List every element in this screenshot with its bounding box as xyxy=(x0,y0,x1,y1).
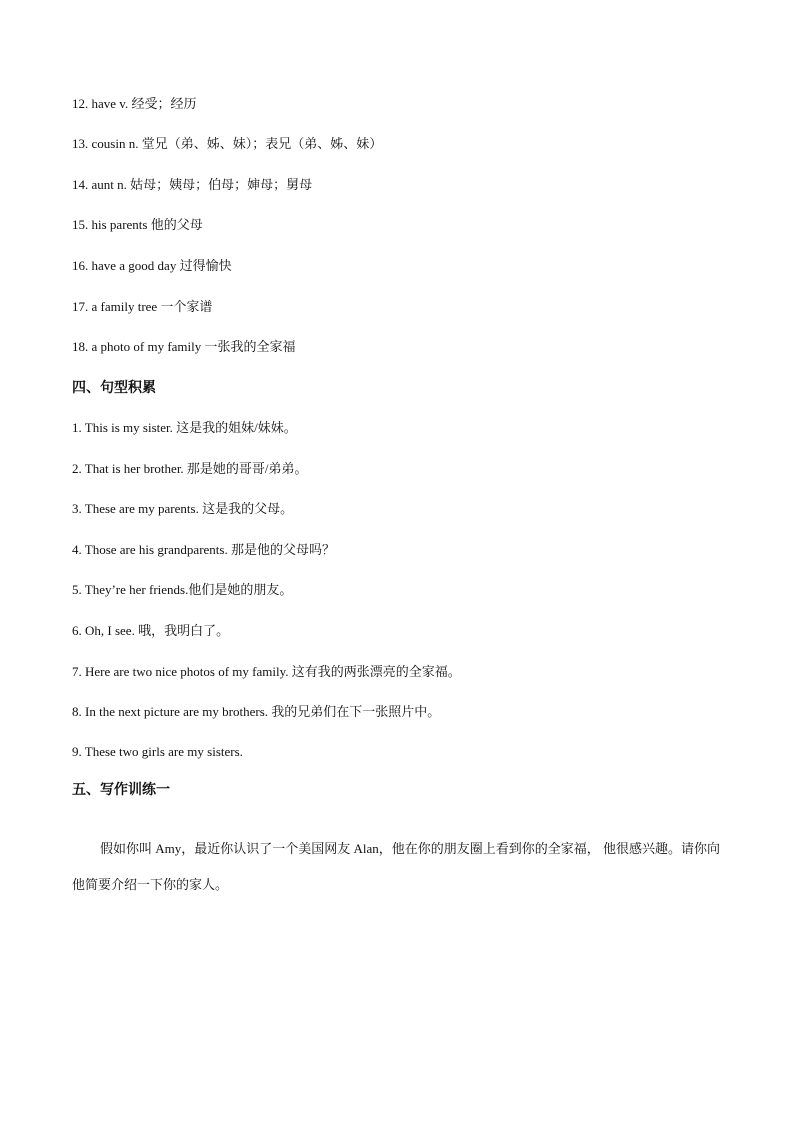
vocab-item-17: 17. a family tree 一个家谱 xyxy=(72,299,213,314)
vocab-item-15: 15. his parents 他的父母 xyxy=(72,217,203,232)
section-heading-writing: 五、写作训练一 xyxy=(72,782,170,798)
sentence-item-6: 6. Oh, I see. 哦，我明白了。 xyxy=(72,623,230,638)
sentence-item-5: 5. They’re her friends.他们是她的朋友。 xyxy=(72,582,293,597)
sentence-item-9: 9. These two girls are my sisters. xyxy=(72,744,243,759)
sentence-item-3: 3. These are my parents. 这是我的父母。 xyxy=(72,501,294,516)
section-heading-sentence-patterns: 四、句型积累 xyxy=(72,380,156,396)
sentence-item-7: 7. Here are two nice photos of my family. 这有我的两张漂亮的全家福。 xyxy=(72,664,461,679)
vocab-item-12: 12. have v. 经受；经历 xyxy=(72,96,197,111)
sentence-item-8: 8. In the next picture are my brothers. 我的兄弟们在下一张照片中。 xyxy=(72,704,441,719)
vocab-item-13: 13. cousin n. 堂兄（弟、姊、妹）；表兄（弟、姊、妹） xyxy=(72,136,383,151)
writing-prompt: 假如你叫 Amy，最近你认识了一个美国网友 Alan，他在你的朋友圈上看到你的全家福， 他很感兴趣。请你向他简要介绍一下你的家人。 xyxy=(72,841,721,892)
vocab-item-16: 16. have a good day 过得愉快 xyxy=(72,258,232,273)
sentence-item-4: 4. Those are his grandparents. 那是他的父母吗？ xyxy=(72,542,335,557)
sentence-item-2: 2. That is her brother. 那是她的哥哥/弟弟。 xyxy=(72,461,308,476)
sentence-item-1: 1. This is my sister. 这是我的姐妹/妹妹。 xyxy=(72,420,297,435)
vocab-item-14: 14. aunt n. 姑母；姨母；伯母；婶母；舅母 xyxy=(72,177,313,192)
vocab-item-18: 18. a photo of my family 一张我的全家福 xyxy=(72,339,296,354)
